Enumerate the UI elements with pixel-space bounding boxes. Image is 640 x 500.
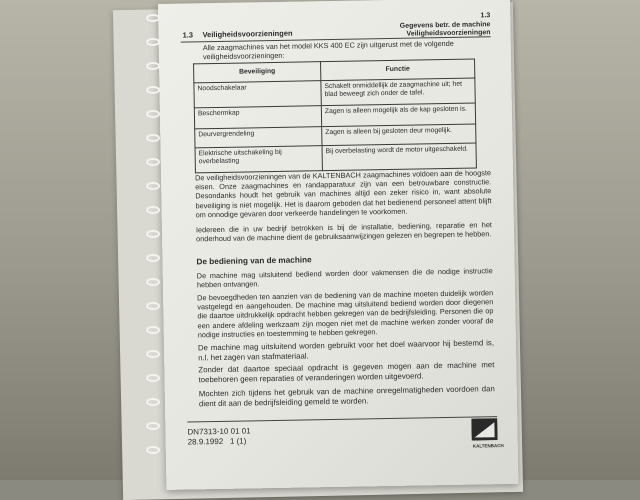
table-cell-feature: Beschermkap xyxy=(194,106,321,129)
binding-ring xyxy=(146,254,160,262)
table-cell-feature: Elektrische uitschakeling bij overbelasting xyxy=(195,146,322,173)
binding-ring xyxy=(146,182,160,190)
page-number: 1 (1) xyxy=(229,436,247,446)
binding-ring xyxy=(146,158,160,166)
binding-ring xyxy=(146,446,160,454)
document-footer xyxy=(187,426,250,447)
document-code: DN7313-10 01 01 xyxy=(187,426,251,437)
table-header-cell: Functie xyxy=(321,59,475,81)
binding-ring xyxy=(146,398,160,406)
header-section-title: Veiligheidsvoorzieningen xyxy=(406,29,491,38)
page-header xyxy=(400,12,491,39)
paragraph-authority: De bevoegdheden ten aanzien van de bediening van de machine moeten duidelijk worden vastgelegd en aangehouden. De machine mag uitsluitend bediend worden door diegenen die daartoe uitdrukkelijk opdracht hebben gekregen van de bedrijfsleiding. Personen die op een andere afdeling werkzaam zijn mogen niet met de machine werken zonder vooraf de nodige instructies en toestemming te hebben gekregen. xyxy=(197,288,494,340)
header-chapter-title: Gegevens betr. de machine xyxy=(399,20,491,30)
paragraph-irregularities: Mochten zich tijdens het gebruik van de machine onregelmatigheden voordoen dan dient dit aan de bedrijfsleiding gemeld te worden. xyxy=(198,384,495,408)
document-date-page xyxy=(188,436,251,447)
binding-ring xyxy=(146,14,160,22)
binding-ring xyxy=(146,302,160,310)
paragraph-instructions: Iedereen die in uw bedrijf betrokken is bij de installatie, bediening, reparatie en het onderhoud van de machine dient de gebruiksaanwijzingen gelezen en begrepen te hebben. xyxy=(195,220,492,244)
safety-features-table xyxy=(193,58,477,173)
paragraph-qualified-operators: De machine mag uitsluitend bediend worden door vakmensen die de nodige instructie hebben ontvangen. xyxy=(196,266,493,290)
subheading-operation: De bediening van de machine xyxy=(196,255,312,267)
spiral-binding xyxy=(140,0,162,480)
binding-ring xyxy=(146,134,160,142)
binding-ring xyxy=(146,374,160,382)
section-number: 1.3 xyxy=(182,30,194,40)
footer-divider xyxy=(187,416,497,422)
table-cell-feature: Noodschakelaar xyxy=(194,81,321,108)
paragraph-intended-use: De machine mag uitsluitend worden gebruikt voor het doel waarvoor hij bestemd is, n.l. het zagen van stafmateriaal. xyxy=(197,338,495,362)
table-header-cell: Beveiliging xyxy=(194,62,321,83)
binding-ring xyxy=(146,422,160,430)
kaltenbach-logo-icon xyxy=(471,418,497,440)
table-cell-function: Bij overbelasting wordt de motor uitgeschakeld. xyxy=(322,143,476,171)
paragraph-modifications: Zonder dat daartoe speciaal opdracht is gegeven mogen aan de machine met toebehoren geen reparaties of veranderingen worden uitgevoerd. xyxy=(198,360,495,384)
header-section-number: 1.3 xyxy=(480,12,491,20)
binding-ring xyxy=(146,38,160,46)
binding-ring xyxy=(146,230,160,238)
table-cell-function: Schakelt onmiddellijk de zaagmachine uit; het blad beweegt zich onder de tafel. xyxy=(321,78,475,106)
binding-ring xyxy=(146,86,160,94)
brand-name: KALTENBACH xyxy=(472,443,504,449)
table-cell-feature: Deurvergrendeling xyxy=(195,127,322,148)
binding-ring xyxy=(146,206,160,214)
binding-ring xyxy=(146,326,160,334)
binding-ring xyxy=(146,110,160,118)
section-title: Veiligheidsvoorzieningen xyxy=(202,28,293,40)
binding-ring xyxy=(146,62,160,70)
binding-ring xyxy=(146,278,160,286)
table-cell-function: Zagen is alleen bij gesloten deur mogelijk. xyxy=(322,124,476,146)
table-cell-function: Zagen is alleen mogelijk als de kap gesloten is. xyxy=(321,103,475,127)
manual-page xyxy=(158,0,518,490)
document-date: 28.9.1992 xyxy=(187,436,224,447)
paragraph-safety-standards: De veiligheidsvoorzieningen van de KALTENBACH zaagmachines voldoen aan de hoogste eisen. Onze zaagmachines en randapparatuur zijn van een betrouwbare constructie. Desondanks houdt het gebruik van machines altijd een zeker risico in, want absolute beveiliging is niet mogelijk. Het is daarom geboden dat het bedienend personeel attent blijft om onnodige gevaren door verkeerde handelingen te voorkomen. xyxy=(194,168,492,220)
section-intro: Alle zaagmachines van het model KKS 400 EC zijn uitgerust met de volgende veiligheidsvoorzieningen: xyxy=(202,38,454,62)
binding-ring xyxy=(146,350,160,358)
